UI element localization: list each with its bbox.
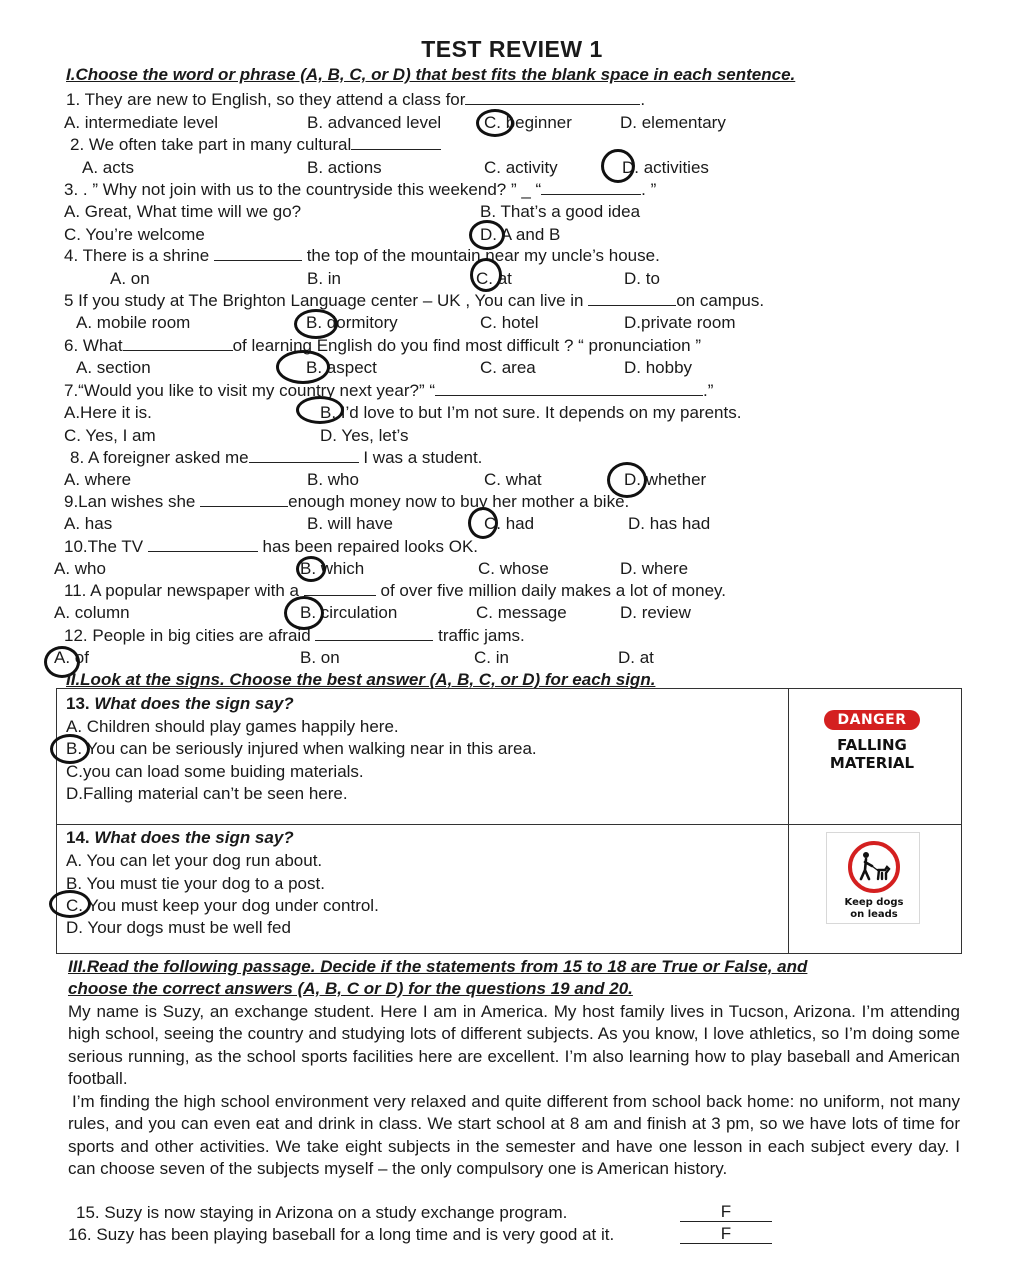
question-12-option-a: A. of [54,648,89,667]
question-14-option-b: B. You must tie your dog to a post. [66,874,325,893]
question-1-option-b: B. advanced level [307,113,442,132]
question-6-option-b: B. aspect [306,358,377,377]
question-4-option-a: A. on [110,269,150,288]
keep-dogs-on-leads-sign [826,832,920,924]
question-13-option-a: A. Children should play games happily here. [66,717,399,736]
question-11-option-d: D. review [620,603,691,622]
section-1-heading: I.Choose the word or phrase (A, B, C, or D) that best fits the blank space in each sentence. [66,65,796,84]
question-1-option-d: D. elementary [620,113,726,132]
section-3-heading-line2: choose the correct answers (A, B, C or D) for the questions 19 and 20. [68,979,633,998]
question-9-option-b: B. will have [307,514,393,533]
question-9-option-c: C. had [484,514,535,533]
question-14-option-d: D. Your dogs must be well fed [66,918,291,937]
question-6-option-a: A. section [76,358,151,377]
question-1-stem: 1. They are new to English, so they attend a class for . [66,90,646,109]
question-4-option-d: D. to [624,269,660,288]
question-10-option-c: C. whose [478,559,549,578]
question-3-option-a: A. Great, What time will we go? [64,202,302,221]
question-10-option-d: D. where [620,559,689,578]
question-1-option-c: C. beginner [484,113,572,132]
answer-circle-q13 [50,734,90,764]
question-1-option-a: A. intermediate level [64,113,219,132]
keep-dogs-sign-line2: on leads [850,909,898,920]
danger-sign-line1: FALLING [837,736,907,754]
question-12-stem: 12. People in big cities are afraid traffic jams. [64,626,525,645]
passage-paragraph-1: My name is Suzy, an exchange student. Here I am in America. My host family lives in Tucson, Arizona. I’m attending high school, seeing the country and studying lots of different subjects. As you know, I love athletics, so I’m doing some serious running, as the school sports facilities here are excellent. I’m also learning how to play baseball and American football. [68,1002,960,1089]
answer-circle-q4 [470,258,502,292]
statement-15-answer: F [680,1203,772,1222]
answer-circle-q10 [296,556,326,582]
question-5-option-c: C. hotel [480,313,539,332]
danger-sign-line2: MATERIAL [829,754,915,772]
question-2-option-b: B. actions [307,158,382,177]
answer-circle-q5 [294,309,338,339]
question-10-option-b: B. which [300,559,365,578]
question-7-option-a: A.Here it is. [64,403,152,422]
question-4-option-c: C. at [476,269,512,288]
question-2-option-c: C. activity [484,158,558,177]
sign-column-divider-13 [788,688,789,825]
question-8-option-a: A. where [64,470,132,489]
question-11-option-c: C. message [476,603,567,622]
question-5-option-a: A. mobile room [76,313,191,332]
statement-16-answer: F [680,1225,772,1244]
question-5-option-b: B. dormitory [306,313,398,332]
question-10-option-a: A. who [54,559,106,578]
passage-paragraph-2: I’m finding the high school environment very relaxed and quite different from school back home: no uniform, not many rules, and you can even eat and drink in class. We start school at 8 am and finish at 3 pm, so we have lots of time for sports and other activities. We take eight subjects in the semester and have one lesson in each subject every day. I can choose seven of the subjects myself – the only compulsory one is American history. [68,1092,960,1179]
question-4-option-b: B. in [307,269,342,288]
question-8-option-c: C. what [484,470,542,489]
question-14-option-c: C. You must keep your dog under control. [66,896,379,915]
answer-circle-q8 [607,462,647,498]
question-8-option-d: D. whether [624,470,707,489]
keep-dogs-sign-line1: Keep dogs [844,897,904,908]
question-9-option-a: A. has [64,514,113,533]
question-7-option-b: B. I’d love to but I’m not sure. It depends on my parents. [320,403,742,422]
answer-circle-q3 [469,220,505,250]
question-3-option-d: D. A and B [480,225,561,244]
question-13-heading: 13. What does the sign say? [66,694,294,713]
question-11-stem: 11. A popular newspaper with a of over five million daily makes a lot of money. [64,581,726,600]
question-8-stem: 8. A foreigner asked me I was a student. [70,448,483,467]
dog-on-lead-icon [827,837,921,897]
statement-15: 15. Suzy is now staying in Arizona on a study exchange program. [76,1203,568,1222]
answer-circle-q1 [476,109,514,137]
question-14-heading: 14. What does the sign say? [66,828,294,847]
question-2-stem: 2. We often take part in many cultural [70,135,441,155]
question-13-option-b: B. You can be seriously injured when walking near in this area. [66,739,537,758]
answer-circle-q11 [284,596,324,630]
question-10-stem: 10.The TV has been repaired looks OK. [64,537,479,556]
answer-circle-q14 [49,890,91,918]
answer-circle-q7 [296,396,344,424]
question-3-option-b: B. That’s a good idea [480,202,641,221]
question-12-option-c: C. in [474,648,509,667]
question-7-option-c: C. Yes, I am [64,426,156,445]
danger-falling-material-sign [818,706,926,782]
question-8-option-b: B. who [307,470,359,489]
danger-banner: DANGER [824,710,920,730]
answer-circle-q2 [601,149,635,183]
question-2-option-a: A. acts [82,158,134,177]
question-6-option-c: C. area [480,358,536,377]
question-12-option-b: B. on [300,648,340,667]
question-6-option-d: D. hobby [624,358,693,377]
page-title: TEST REVIEW 1 [421,36,603,62]
question-5-option-d: D.private room [624,313,736,332]
question-3-option-c: C. You’re welcome [64,225,205,244]
question-9-stem: 9.Lan wishes she enough money now to buy her mother a bike. [64,492,630,511]
sign-column-divider-14 [788,824,789,954]
question-13-option-c: C.you can load some buiding materials. [66,762,364,781]
question-13-option-d: D.Falling material can’t be seen here. [66,784,348,803]
question-12-option-d: D. at [618,648,654,667]
question-3-stem: 3. . ” Why not join with us to the countryside this weekend? ” _ “ . ” [64,180,657,199]
question-6-stem: 6. What of learning English do you find most difficult ? “ pronunciation ” [64,336,701,355]
answer-circle-q6 [276,350,330,384]
section-2-heading: II.Look at the signs. Choose the best answer (A, B, C, or D) for each sign. [66,670,656,689]
statement-16: 16. Suzy has been playing baseball for a long time and is very good at it. [68,1225,615,1244]
question-5-stem: 5 If you study at The Brighton Language center – UK , You can live in on campus. [64,291,765,310]
answer-circle-q9 [468,507,498,539]
question-9-option-d: D. has had [628,514,711,533]
section-3-heading-line1: III.Read the following passage. Decide if the statements from 15 to 18 are True or False, and [68,957,808,976]
question-7-option-d: D. Yes, let’s [320,426,409,445]
question-7-stem: 7.“Would you like to visit my country next year?” “ .” [64,381,714,400]
question-11-option-b: B. circulation [300,603,398,622]
question-11-option-a: A. column [54,603,130,622]
question-2-option-d: D. activities [622,158,709,177]
question-14-option-a: A. You can let your dog run about. [66,851,323,870]
question-4-stem: 4. There is a shrine the top of the mountain near my uncle’s house. [64,246,660,265]
